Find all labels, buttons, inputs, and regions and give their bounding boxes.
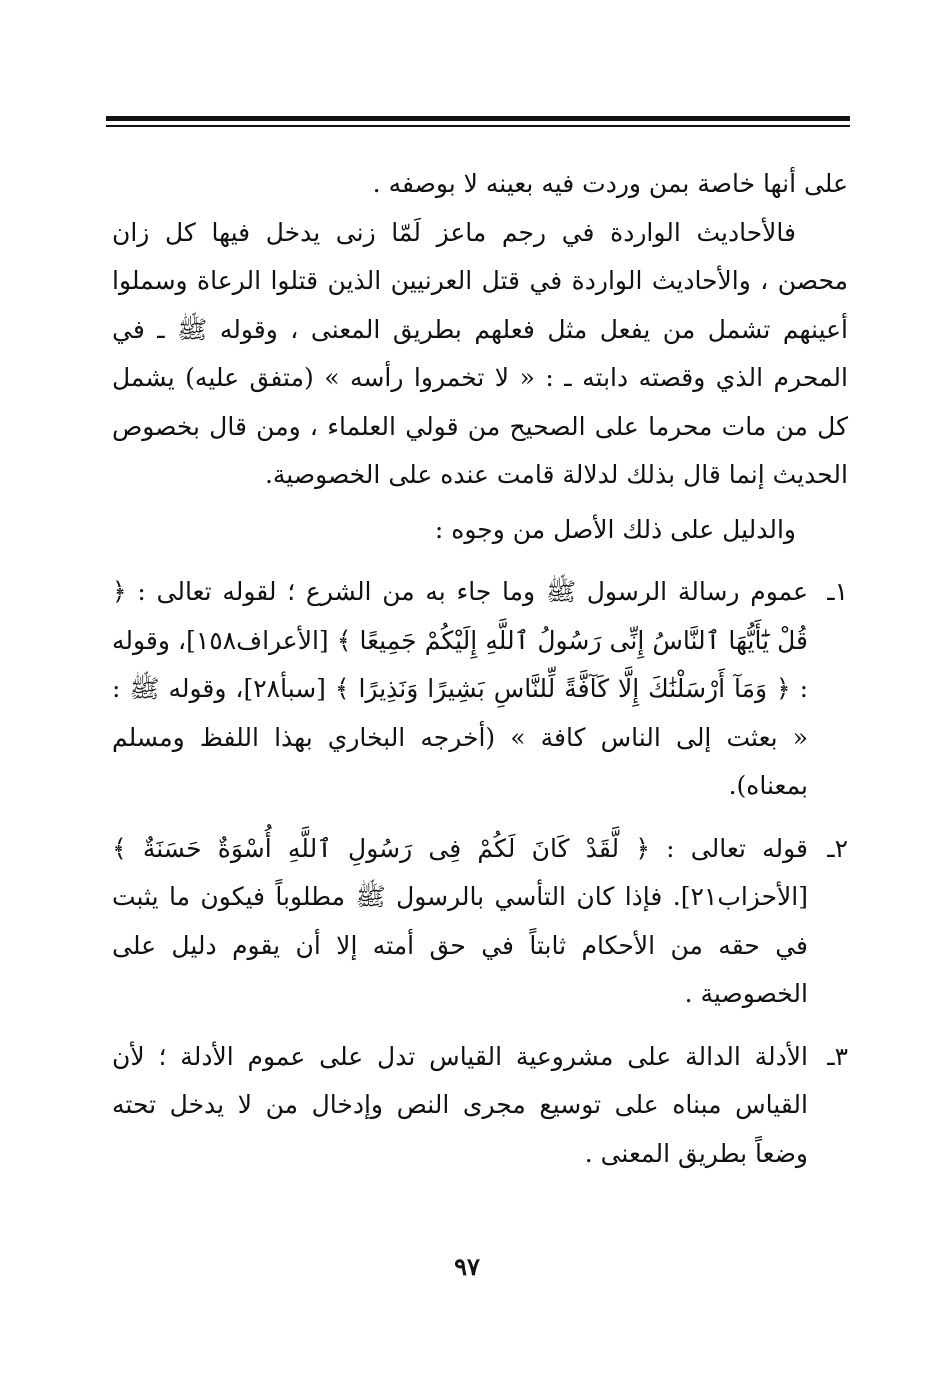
header-rule-thin [106,125,850,127]
list-item-number: ٣ـ [827,1041,848,1071]
list-item-text: الأدلة الدالة على مشروعية القياس تدل على عموم الأدلة ؛ لأن القياس مبناه على توسيع مجرى النص وإدخال من لا يدخل تحته وضعاً بطريق المعنى . [112,1041,808,1168]
list-item-text: قوله تعالى : ﴿ لَّقَدْ كَانَ لَكُمْ فِى رَسُولِ ٱللَّهِ أُسْوَةٌ حَسَنَةٌ ﴾ [الأحزاب٢١]. فإذا كان التأسي بالرسول ﷺ مطلوباً فيكون ما يثبت في حقه من الأحكام ثابتاً في حق أمته إلا أن يقوم دليل على الخصوصية . [112,833,808,1008]
list-item-text: عموم رسالة الرسول ﷺ وما جاء به من الشرع ؛ لقوله تعالى : ﴿ قُلْ يَٰٓأَيُّهَا ٱلنَّاسُ إِنِّى رَسُولُ ٱللَّهِ إِلَيْكُمْ جَمِيعًا ﴾ [الأعراف١٥٨]، وقوله : ﴿ وَمَآ أَرْسَلْنَٰكَ إِلَّا كَآفَّةً لِّلنَّاسِ بَشِيرًا وَنَذِيرًا ﴾ [سبأ٢٨]، وقوله ﷺ : « بعثت إلى الناس كافة » (أخرجه البخاري بهذا اللفظ ومسلم بمعناه). [112,577,808,800]
page-body [112,160,848,1178]
list-item [112,568,848,811]
list-item-number: ٢ـ [827,833,848,863]
list-item-number: ١ـ [827,577,848,606]
paragraph-hadith-examples: فالأحاديث الواردة في رجم ماعز لَمّا زنى يدخل فيها كل زان محصن ، والأحاديث الواردة في قتل العرنيين الذين قتلوا الرعاة وسملوا أعينهم تشمل من يفعل مثل فعلهم بطريق المعنى ، وقوله ﷺ ـ في المحرم الذي وقصته دابته ـ : « لا تخمروا رأسه » (متفق عليه) يشمل كل من مات محرما على الصحيح من قولي العلماء ، ومن قال بخصوص الحديث إنما قال بذلك لدلالة قامت عنده على الخصوصية. [112,217,848,489]
page-number: ٩٧ [454,1252,480,1281]
paragraph-evidence-intro: والدليل على ذلك الأصل من وجوه : [434,514,796,544]
list-item [112,825,848,1019]
header-rule-thick [106,116,850,121]
paragraph-continuation: على أنها خاصة بمن وردت فيه بعينه لا بوصفه . [372,169,848,198]
list-item [112,1033,848,1179]
